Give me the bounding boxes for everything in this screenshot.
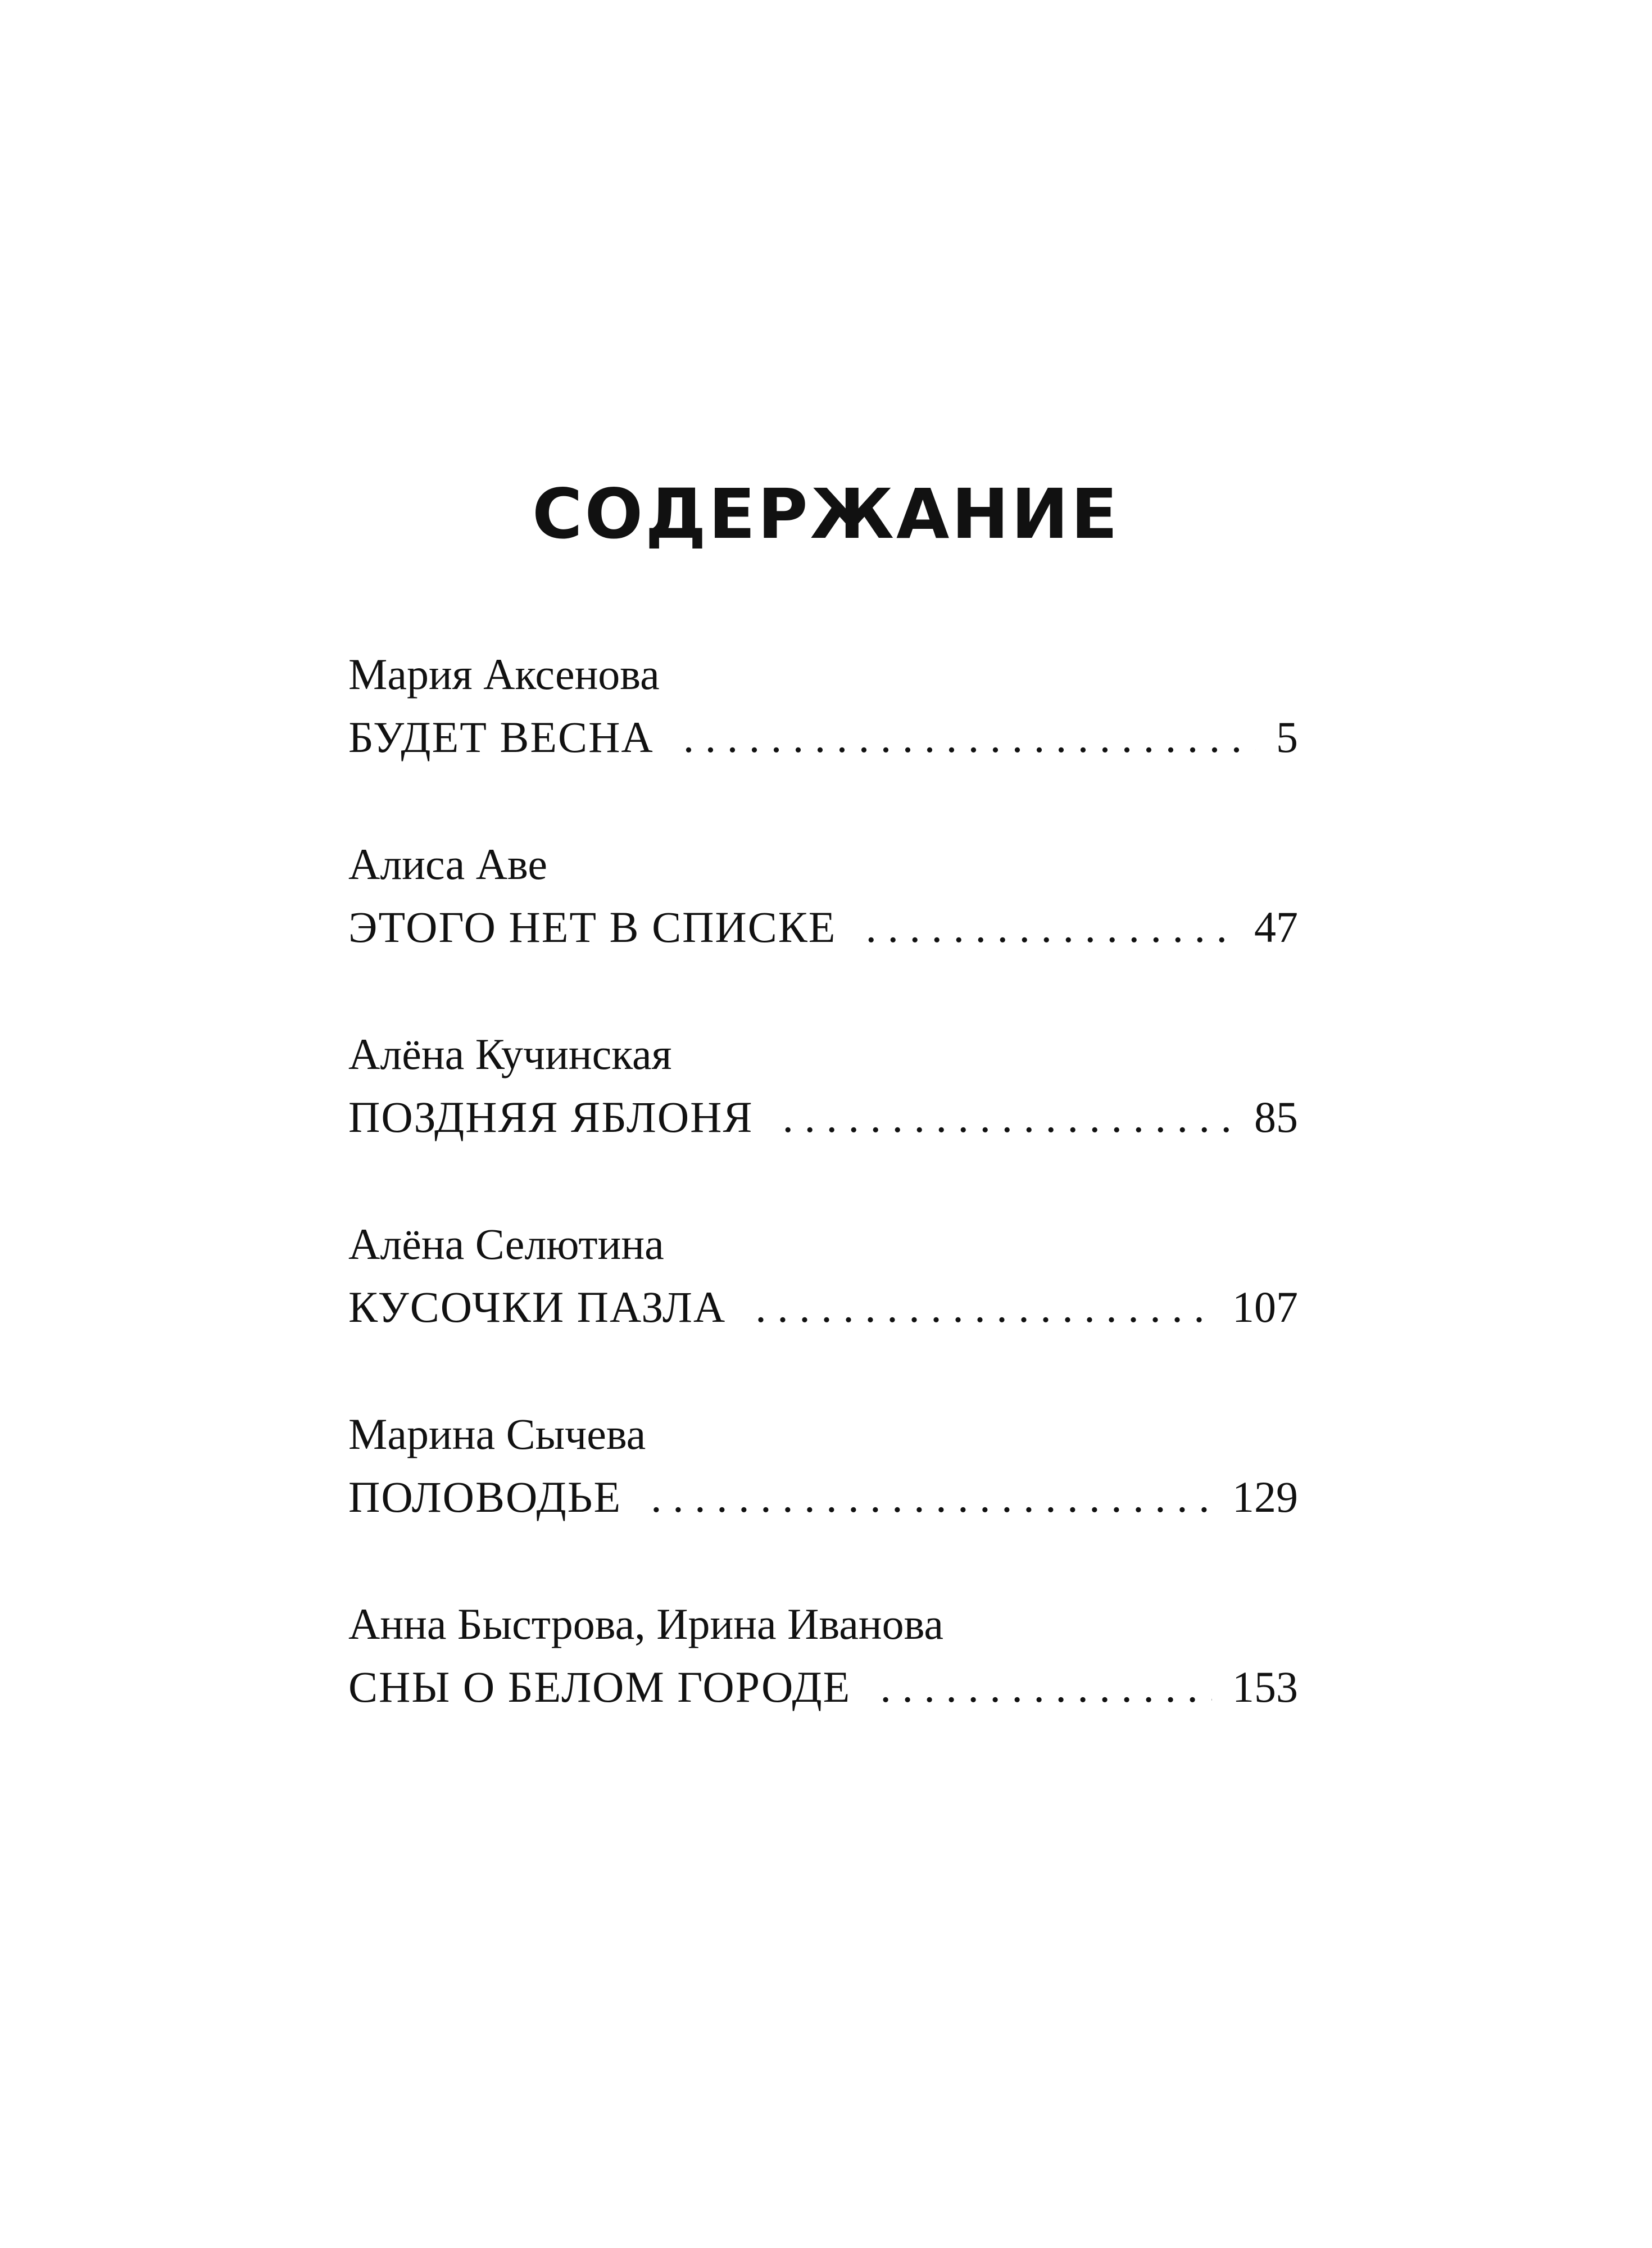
dot-leader [783, 1089, 1234, 1145]
toc-entry [348, 836, 1298, 1026]
entry-page-number: 85 [1254, 1093, 1298, 1141]
entry-title: КУСОЧКИ ПАЗЛА [348, 1282, 727, 1331]
entry-author: Марина Сычева [348, 1409, 646, 1458]
toc-entry [348, 1406, 1298, 1596]
dot-leader [651, 1469, 1212, 1525]
entry-author: Анна Быстрова, Ирина Иванова [348, 1599, 944, 1648]
entry-author: Алёна Кучинская [348, 1030, 672, 1078]
toc-entry [348, 1026, 1298, 1216]
dot-leader [683, 709, 1256, 765]
entry-line [348, 1279, 1298, 1335]
entry-author: Алёна Селютина [348, 1220, 664, 1268]
entry-page-number: 5 [1276, 713, 1298, 762]
entry-line [348, 1089, 1298, 1145]
toc-entry [348, 646, 1298, 836]
entry-title: БУДЕТ ВЕСНА [348, 713, 654, 762]
entry-author: Мария Аксенова [348, 650, 660, 699]
entry-author: Алиса Аве [348, 840, 548, 889]
dot-leader [865, 899, 1234, 955]
entry-line [348, 1469, 1298, 1525]
entry-line [348, 1659, 1298, 1715]
entry-page-number: 47 [1254, 903, 1298, 951]
toc-entry [348, 1596, 1298, 1786]
dot-leader [755, 1279, 1212, 1335]
entry-line [348, 709, 1298, 765]
entry-line [348, 899, 1298, 955]
table-of-contents [348, 646, 1298, 1786]
entry-page-number: 129 [1232, 1472, 1298, 1521]
entry-title: ЭТОГО НЕТ В СПИСКЕ [348, 903, 837, 951]
entry-title: СНЫ О БЕЛОМ ГОРОДЕ [348, 1662, 851, 1711]
entry-page-number: 107 [1232, 1282, 1298, 1331]
toc-entry [348, 1216, 1298, 1406]
entry-title: ПОЗДНЯЯ ЯБЛОНЯ [348, 1093, 754, 1141]
contents-heading: СОДЕРЖАНИЕ [532, 474, 1120, 554]
entry-title: ПОЛОВОДЬЕ [348, 1472, 622, 1521]
entry-page-number: 153 [1232, 1662, 1298, 1711]
dot-leader [880, 1659, 1212, 1715]
